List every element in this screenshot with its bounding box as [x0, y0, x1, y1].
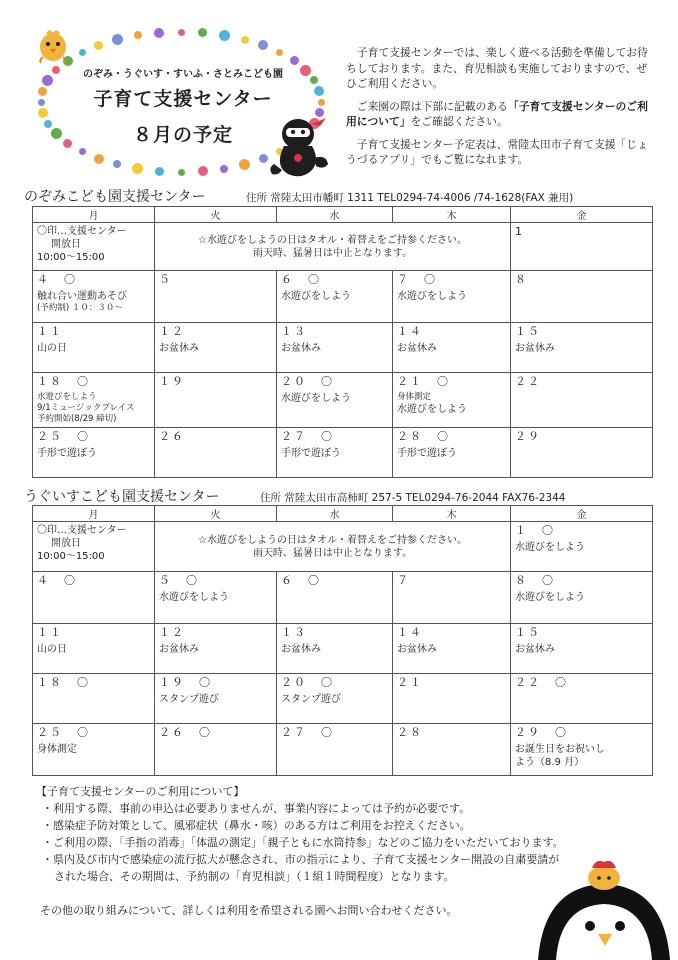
- day-cell: 1: [511, 223, 653, 271]
- decorative-dot: [259, 154, 268, 163]
- day-number: ７: [397, 273, 410, 286]
- day-number: ５: [159, 273, 172, 286]
- day-number: ６: [281, 574, 294, 587]
- event-text: よう（8.9 月）: [515, 757, 585, 768]
- event-text: 水遊びをしよう: [515, 592, 585, 603]
- open-day-mark: 〇: [424, 273, 437, 286]
- day-number: １３: [281, 325, 307, 338]
- intro-paragraph-2: ご来園の際は下部に記載のある「子育て支援センターのご利用について」をご確認ください。: [346, 99, 648, 128]
- open-day-mark: 〇: [321, 676, 334, 689]
- day-cell: １ 〇 水遊びをしよう: [511, 522, 653, 572]
- day-number: １８: [37, 375, 63, 388]
- usage-heading: 【子育て支援センターのご利用について】: [36, 785, 245, 798]
- open-day-mark: 〇: [542, 574, 555, 587]
- day-number: １９: [159, 676, 185, 689]
- day-cell: [511, 572, 653, 624]
- uguisu-calendar: [32, 505, 653, 776]
- event-text: 9/1ミュージックプレイス: [37, 403, 135, 413]
- table-row: [33, 373, 653, 428]
- table-row: [33, 428, 653, 478]
- nozomi-calendar: [32, 206, 653, 478]
- decorative-dot: [154, 28, 164, 38]
- event-text: お誕生日をお祝いし: [515, 744, 605, 755]
- decorative-dot: [290, 56, 299, 65]
- weekday-mon: 月: [33, 207, 155, 223]
- event-text: お盆休み: [397, 644, 437, 655]
- day-cell: [277, 674, 393, 724]
- event-text: 手形で遊ぼう: [281, 448, 341, 459]
- legend-cell: 〇印…支援センター 開放日 10:00～15:00: [33, 223, 155, 271]
- decorative-dot: [241, 36, 249, 44]
- event-text: 水遊びをしよう: [281, 393, 351, 404]
- day-number: ２８: [397, 726, 423, 739]
- decorative-dot: [300, 65, 311, 76]
- weekday-wed: 水: [277, 506, 393, 522]
- table-row: [33, 572, 653, 624]
- open-day-mark: 〇: [77, 375, 90, 388]
- day-cell: [33, 428, 155, 478]
- day-number: ２９: [515, 726, 541, 739]
- weekday-tue: 火: [155, 207, 277, 223]
- decorative-dot: [198, 166, 208, 176]
- day-cell: [511, 674, 653, 724]
- weekday-fri: 金: [511, 506, 653, 522]
- open-day-mark: 〇: [64, 574, 77, 587]
- day-cell: [277, 572, 393, 624]
- event-text: 水遊びをしよう: [281, 291, 351, 302]
- water-play-notice: ☆水遊びをしようの日はタオル・着替えをご持参ください。 雨天時、猛暑日は中止となります。: [155, 223, 511, 271]
- uguisu-center-address: 住所 常陸太田市高柿町 257-5 TEL0294-76-2044 FAX76-2344: [260, 492, 566, 504]
- day-cell: [155, 271, 277, 323]
- weekday-header-row: [33, 506, 653, 522]
- water-play-notice: ☆水遊びをしようの日はタオル・着替えをご持参ください。 雨天時、猛暑日は中止となります。: [155, 522, 511, 572]
- day-cell: [393, 323, 511, 373]
- day-cell: [33, 373, 155, 428]
- decorative-dot: [94, 154, 104, 164]
- event-text: お盆休み: [397, 343, 437, 354]
- day-cell: [33, 624, 155, 674]
- decorative-dot: [198, 28, 207, 37]
- weekday-thu: 木: [393, 506, 511, 522]
- day-cell: [393, 373, 511, 428]
- list-item: ・感染症予防対策として、風邪症状（鼻水・咳）のある方はご利用をお控えください。: [42, 819, 471, 832]
- open-day-mark: 〇: [199, 676, 212, 689]
- page-title: 子育て支援センター: [93, 88, 273, 110]
- day-number: １４: [397, 325, 423, 338]
- event-text: スタンプ遊び: [281, 694, 341, 705]
- day-cell: [393, 674, 511, 724]
- weekday-wed: 水: [277, 207, 393, 223]
- event-text: (予約制) １０：３０～: [37, 303, 123, 313]
- event-text: 水遊びをしよう: [397, 291, 467, 302]
- event-text: 触れ合い運動あそび: [37, 291, 127, 302]
- decorative-dot: [94, 41, 103, 50]
- open-day-mark: 〇: [555, 676, 568, 689]
- day-cell: [155, 724, 277, 776]
- list-item: ・県内及び市内で感染症の流行拡大が懸念され、市の指示により、子育て支援センター開設の自粛要請がされた場合、その期間は、予約制の「育児相談」（１組１時間程度）となります。: [42, 853, 560, 883]
- day-cell: [511, 724, 653, 776]
- day-cell: [511, 323, 653, 373]
- open-day-mark: 〇: [308, 574, 321, 587]
- weekday-thu: 木: [393, 207, 511, 223]
- day-cell: [33, 724, 155, 776]
- decorative-dot: [310, 76, 318, 84]
- event-text: お盆休み: [159, 343, 199, 354]
- penguin-mascot-icon: [534, 856, 674, 960]
- day-cell: [33, 674, 155, 724]
- day-number: ２９: [515, 430, 541, 443]
- list-item: ・利用する際、事前の申込は必要ありませんが、事業内容によっては予約が必要です。: [42, 802, 471, 815]
- table-row: [33, 674, 653, 724]
- open-day-mark: 〇: [321, 430, 334, 443]
- day-cell: [155, 373, 277, 428]
- decorative-dot: [44, 120, 52, 128]
- decorative-dot: [52, 66, 60, 74]
- list-item: ・ご利用の際、「手指の消毒」「体温の測定」「親子ともに水筒持参」などのご協力をいただいております。: [42, 836, 564, 849]
- day-number: ２７: [281, 430, 307, 443]
- decorative-dot: [51, 128, 62, 139]
- day-number: ４: [37, 273, 50, 286]
- day-cell: [277, 271, 393, 323]
- day-number: ２１: [397, 676, 423, 689]
- table-row: [33, 271, 653, 323]
- day-cell: [33, 323, 155, 373]
- event-text: 手形で遊ぼう: [37, 448, 97, 459]
- event-text: お盆休み: [281, 343, 321, 354]
- decorative-dot: [219, 30, 230, 41]
- day-number: ６: [281, 273, 294, 286]
- day-number: １２: [159, 325, 185, 338]
- table-row: [33, 724, 653, 776]
- decorative-dot: [258, 40, 268, 50]
- event-text: お盆休み: [281, 644, 321, 655]
- event-text: 山の日: [37, 343, 67, 354]
- day-number: ２８: [397, 430, 423, 443]
- decorative-dot: [79, 148, 86, 155]
- day-number: ８: [515, 273, 528, 286]
- event-text: 予約開始(8/29 締切): [37, 414, 117, 424]
- weekday-fri: 金: [511, 207, 653, 223]
- open-day-mark: 〇: [555, 726, 568, 739]
- nozomi-center-address: 住所 常陸太田市幡町 1311 TEL0294-74-4006 /74-1628(FAX 兼用): [246, 192, 574, 204]
- event-text: 山の日: [37, 644, 67, 655]
- chick-mascot-icon: [36, 26, 70, 64]
- day-cell: [155, 572, 277, 624]
- open-day-mark: 〇: [77, 726, 90, 739]
- event-text: 身体測定: [397, 392, 432, 402]
- day-number: １９: [159, 375, 185, 388]
- open-day-mark: 〇: [199, 726, 212, 739]
- ninja-mascot-icon: [268, 112, 332, 182]
- decorative-dot: [239, 159, 250, 170]
- table-row: [33, 522, 653, 572]
- day-cell: [277, 323, 393, 373]
- day-number: ７: [397, 574, 410, 587]
- day-number: ２６: [159, 726, 185, 739]
- decorative-dot: [79, 49, 86, 56]
- day-number: ２０: [281, 375, 307, 388]
- decorative-dot: [113, 160, 121, 168]
- day-number: １５: [515, 325, 541, 338]
- open-day-mark: 〇: [77, 430, 90, 443]
- day-number: １１: [37, 325, 63, 338]
- open-day-mark: 〇: [64, 273, 77, 286]
- decorative-dot: [112, 34, 123, 45]
- open-day-mark: 〇: [321, 726, 334, 739]
- table-row: [33, 624, 653, 674]
- decorative-dot: [38, 99, 45, 106]
- event-text: 水遊びをしよう: [159, 592, 229, 603]
- decorative-dot: [134, 31, 142, 39]
- day-cell: [393, 271, 511, 323]
- open-day-mark: 〇: [308, 273, 321, 286]
- open-day-mark: 〇: [186, 574, 199, 587]
- decorative-dot: [276, 49, 283, 56]
- event-text: 身体測定: [37, 744, 77, 755]
- intro-paragraph-1: 子育て支援センターでは、楽しく遊べる活動を準備してお待ちしております。また、育児相談も実施しておりますので、ぜひご利用ください。: [346, 46, 648, 90]
- uguisu-center-title: うぐいすこども園支援センター: [24, 489, 220, 505]
- decorative-dot: [132, 163, 143, 174]
- day-cell: [155, 428, 277, 478]
- day-number: １１: [37, 626, 63, 639]
- decorative-dot: [155, 167, 164, 176]
- day-number: ５: [159, 574, 172, 587]
- event-text: 水遊びをしよう: [397, 404, 467, 415]
- day-number: １８: [37, 676, 63, 689]
- day-cell: [277, 724, 393, 776]
- decorative-dot: [314, 86, 324, 96]
- event-text: お盆休み: [515, 644, 555, 655]
- day-cell: [393, 572, 511, 624]
- day-number: １２: [159, 626, 185, 639]
- day-number: ２１: [397, 375, 423, 388]
- day-cell: [393, 624, 511, 674]
- weekday-header-row: [33, 207, 653, 223]
- day-cell: [155, 323, 277, 373]
- decorative-dot: [38, 87, 47, 96]
- open-day-mark: 〇: [437, 375, 450, 388]
- day-cell: [155, 674, 277, 724]
- event-text: 手形で遊ぼう: [397, 448, 457, 459]
- day-cell: [277, 373, 393, 428]
- day-cell: [33, 572, 155, 624]
- decorative-dot: [178, 169, 185, 176]
- day-cell: [277, 624, 393, 674]
- open-day-mark: 〇: [77, 676, 90, 689]
- weekday-mon: 月: [33, 506, 155, 522]
- legend-cell: 〇印…支援センター 開放日 10:00～15:00: [33, 522, 155, 572]
- header-subtitle: のぞみ・うぐいす・すいふ・さとみこども園: [83, 69, 283, 80]
- day-cell: [393, 428, 511, 478]
- day-number: ２５: [37, 726, 63, 739]
- day-number: ２６: [159, 430, 185, 443]
- page-month-title: ８月の予定: [132, 124, 233, 146]
- day-number: ２５: [37, 430, 63, 443]
- event-text: お盆休み: [515, 343, 555, 354]
- day-number: １３: [281, 626, 307, 639]
- day-number: ８: [515, 574, 528, 587]
- day-cell: [511, 373, 653, 428]
- decorative-dot: [42, 75, 53, 86]
- day-number: ２７: [281, 726, 307, 739]
- table-row: [33, 323, 653, 373]
- footer-note: その他の取り組みについて、詳しくは利用を希望される園へお問い合わせください。: [40, 904, 458, 917]
- event-text: 水遊びをしよう: [37, 392, 97, 402]
- open-day-mark: 〇: [437, 430, 450, 443]
- intro-text: [346, 45, 656, 175]
- day-cell: [155, 624, 277, 674]
- weekday-tue: 火: [155, 506, 277, 522]
- day-number: １５: [515, 626, 541, 639]
- day-cell: [277, 428, 393, 478]
- day-cell: [511, 271, 653, 323]
- day-cell: [511, 624, 653, 674]
- event-text: スタンプ遊び: [159, 694, 219, 705]
- table-row: [33, 223, 653, 271]
- day-cell: [393, 724, 511, 776]
- decorative-dot: [220, 165, 228, 173]
- day-number: ２０: [281, 676, 307, 689]
- day-cell: [511, 428, 653, 478]
- day-cell: [33, 271, 155, 323]
- event-text: お盆休み: [159, 644, 199, 655]
- day-number: ４: [37, 574, 50, 587]
- decorative-dot: [318, 99, 325, 106]
- decorative-dot: [178, 29, 185, 36]
- day-number: １４: [397, 626, 423, 639]
- day-number: ２２: [515, 676, 541, 689]
- day-number: ２２: [515, 375, 541, 388]
- open-day-mark: 〇: [321, 375, 334, 388]
- nozomi-center-title: のぞみこども園支援センター: [24, 189, 206, 205]
- decorative-dot: [38, 108, 48, 118]
- intro-paragraph-3: 子育て支援センター予定表は、常陸太田市子育て支援「じょうづるアプリ」でもご覧になれます。: [346, 137, 648, 166]
